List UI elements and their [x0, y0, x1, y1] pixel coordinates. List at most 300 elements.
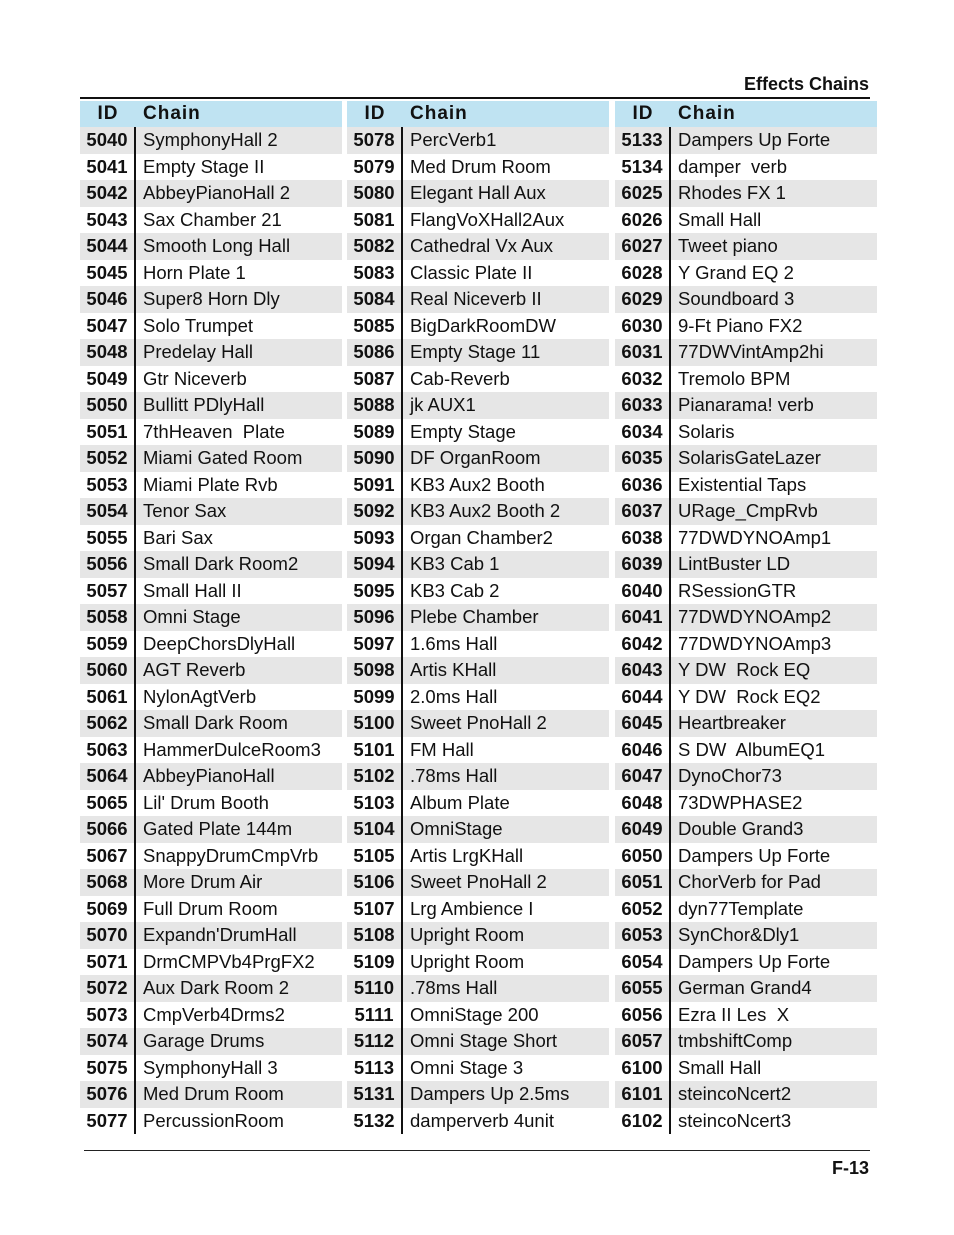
table-row: [615, 737, 877, 764]
chains-table-3: [615, 101, 877, 1134]
chain-id: 5061: [80, 684, 136, 711]
table-row: [347, 763, 609, 790]
chain-id: 6026: [615, 207, 671, 234]
table-row: [615, 657, 877, 684]
chains-table-1: [80, 101, 342, 1134]
table-row: [615, 790, 877, 817]
table-row: [615, 207, 877, 234]
chain-name: Double Grand3: [678, 818, 804, 840]
chain-id: 5050: [80, 392, 136, 419]
table-row: [347, 127, 609, 154]
chain-id: 5081: [347, 207, 403, 234]
table-row: [80, 631, 342, 658]
table-row: [80, 896, 342, 923]
chain-id: 5091: [347, 472, 403, 499]
chain-name: Organ Chamber2: [410, 526, 553, 548]
chain-name: Miami Plate Rvb: [143, 473, 278, 495]
chain-id: 5112: [347, 1028, 403, 1055]
table-row: [347, 975, 609, 1002]
chain-name: 77DWVintAmp2hi: [678, 341, 824, 363]
table-row: [615, 684, 877, 711]
chain-name: Small Hall: [678, 1056, 762, 1078]
chain-name: Solaris: [678, 420, 735, 442]
chain-name: steincoNcert3: [678, 1109, 792, 1131]
chain-name: Small Dark Room: [143, 712, 288, 734]
chain-id: 6029: [615, 286, 671, 313]
table-row: [80, 790, 342, 817]
table-row: [80, 763, 342, 790]
chain-name: Empty Stage: [410, 420, 516, 442]
chain-name: Artis LrgKHall: [410, 844, 524, 866]
chain-name: Dampers Up 2.5ms: [410, 1083, 570, 1105]
table-row: [347, 180, 609, 207]
chain-name: KB3 Aux2 Booth 2: [410, 500, 561, 522]
chain-id: 6033: [615, 392, 671, 419]
chain-name: Omni Stage Short: [410, 1030, 558, 1052]
chain-id: 6032: [615, 366, 671, 393]
chain-name: LintBuster LD: [678, 553, 791, 575]
chain-id: 5102: [347, 763, 403, 790]
chain-id: 5096: [347, 604, 403, 631]
chain-name: KB3 Aux2 Booth: [410, 473, 545, 495]
chain-name: jk AUX1: [410, 394, 476, 416]
chain-id: 5059: [80, 631, 136, 658]
chain-name: KB3 Cab 1: [410, 553, 500, 575]
chain-id: 5085: [347, 313, 403, 340]
chain-name: 77DWDYNOAmp3: [678, 632, 832, 654]
chain-id: 5107: [347, 896, 403, 923]
chain-id: 6045: [615, 710, 671, 737]
chain-id: 5134: [615, 154, 671, 181]
table-row: [347, 1055, 609, 1082]
table-row: [615, 1081, 877, 1108]
chain-id: 5087: [347, 366, 403, 393]
chain-name: Bari Sax: [143, 526, 213, 548]
table-row: [347, 631, 609, 658]
chain-id: 5133: [615, 127, 671, 154]
chain-name: Y DW Rock EQ2: [678, 685, 821, 707]
table-row: [615, 551, 877, 578]
chain-name: Med Drum Room: [143, 1083, 284, 1105]
chain-column-header: Chain: [410, 103, 468, 124]
page-number: F-13: [831, 1158, 869, 1178]
chain-name: PercussionRoom: [143, 1109, 284, 1131]
table-row: [347, 737, 609, 764]
chain-name: Miami Gated Room: [143, 447, 303, 469]
chain-name: Omni Stage 3: [410, 1056, 524, 1078]
chain-name: Tremolo BPM: [678, 367, 791, 389]
chain-id: 6040: [615, 578, 671, 605]
chain-name: Y DW Rock EQ: [678, 659, 811, 681]
chain-name: BigDarkRoomDW: [410, 314, 556, 336]
chain-name: Lil' Drum Booth: [143, 791, 269, 813]
chain-name: SymphonyHall 3: [143, 1056, 278, 1078]
table-row: [615, 975, 877, 1002]
table-row: [347, 286, 609, 313]
chain-id: 6052: [615, 896, 671, 923]
table-row: [615, 896, 877, 923]
table-header: [615, 101, 877, 127]
table-row: [615, 578, 877, 605]
chain-name: Album Plate: [410, 791, 510, 813]
chain-name: Gtr Niceverb: [143, 367, 247, 389]
chain-name: 9-Ft Piano FX2: [678, 314, 803, 336]
chain-name: Dampers Up Forte: [678, 844, 831, 866]
chain-id: 5074: [80, 1028, 136, 1055]
table-row: [80, 551, 342, 578]
table-row: [80, 392, 342, 419]
table-row: [615, 445, 877, 472]
chain-name: tmbshiftComp: [678, 1030, 793, 1052]
chain-id: 6050: [615, 843, 671, 870]
chain-name: HammerDulceRoom3: [143, 738, 321, 760]
table-row: [615, 1108, 877, 1135]
table-row: [80, 419, 342, 446]
chain-id: 5046: [80, 286, 136, 313]
chain-id: 5058: [80, 604, 136, 631]
table-row: [347, 1081, 609, 1108]
chain-id: 5132: [347, 1108, 403, 1135]
chain-id: 5108: [347, 922, 403, 949]
chain-name: PercVerb1: [410, 129, 497, 151]
table-row: [80, 604, 342, 631]
chain-id: 5092: [347, 498, 403, 525]
chain-id: 6048: [615, 790, 671, 817]
table-row: [615, 631, 877, 658]
table-row: [615, 127, 877, 154]
chain-name: German Grand4: [678, 977, 812, 999]
chain-name: Upright Room: [410, 924, 525, 946]
chain-id: 5086: [347, 339, 403, 366]
table-header: [80, 101, 342, 127]
chain-id: 5071: [80, 949, 136, 976]
table-row: [615, 339, 877, 366]
chain-id: 5060: [80, 657, 136, 684]
chain-id: 5048: [80, 339, 136, 366]
chain-name: Plebe Chamber: [410, 606, 539, 628]
chain-name: Small Hall II: [143, 579, 242, 601]
table-row: [347, 419, 609, 446]
table-row: [347, 922, 609, 949]
table-row: [347, 604, 609, 631]
chain-id: 5073: [80, 1002, 136, 1029]
table-row: [80, 207, 342, 234]
chain-id: 6046: [615, 737, 671, 764]
chain-id: 5077: [80, 1108, 136, 1135]
chain-id: 5098: [347, 657, 403, 684]
chain-name: FlangVoXHall2Aux: [410, 208, 565, 230]
chain-name: Solo Trumpet: [143, 314, 254, 336]
section-title: Effects Chains: [743, 74, 869, 94]
chain-id: 6051: [615, 869, 671, 896]
table-row: [615, 313, 877, 340]
chain-id: 6030: [615, 313, 671, 340]
chain-name: Small Dark Room2: [143, 553, 299, 575]
chain-id: 5095: [347, 578, 403, 605]
chain-name: Empty Stage 11: [410, 341, 541, 363]
chain-id: 6043: [615, 657, 671, 684]
chain-name: More Drum Air: [143, 871, 263, 893]
table-row: [347, 207, 609, 234]
chain-name: OmniStage 200: [410, 1003, 539, 1025]
chain-id: 5043: [80, 207, 136, 234]
id-column-header: ID: [632, 103, 654, 124]
chain-id: 5084: [347, 286, 403, 313]
chain-id: 6056: [615, 1002, 671, 1029]
chain-id: 5069: [80, 896, 136, 923]
table-row: [347, 896, 609, 923]
chain-name: Omni Stage: [143, 606, 241, 628]
chain-id: 6034: [615, 419, 671, 446]
table-row: [80, 154, 342, 181]
table-row: [347, 657, 609, 684]
chain-id: 6037: [615, 498, 671, 525]
table-row: [347, 684, 609, 711]
table-row: [615, 949, 877, 976]
chain-id: 5075: [80, 1055, 136, 1082]
table-row: [80, 949, 342, 976]
chain-name: Bullitt PDlyHall: [143, 394, 265, 416]
chain-id: 6039: [615, 551, 671, 578]
chain-name: Pianarama! verb: [678, 394, 814, 416]
chain-name: KB3 Cab 2: [410, 579, 500, 601]
chain-id: 5067: [80, 843, 136, 870]
chain-name: Ezra II Les X: [678, 1003, 790, 1025]
chain-name: damperverb 4unit: [410, 1109, 554, 1131]
table-row: [80, 578, 342, 605]
table-row: [615, 816, 877, 843]
table-body: [615, 127, 877, 1134]
chain-id: 5070: [80, 922, 136, 949]
id-column-header: ID: [97, 103, 119, 124]
chain-id: 5056: [80, 551, 136, 578]
table-row: [615, 1028, 877, 1055]
table-body: [80, 127, 342, 1134]
table-row: [347, 1108, 609, 1135]
chain-id: 5101: [347, 737, 403, 764]
chain-name: Med Drum Room: [410, 155, 551, 177]
table-row: [80, 922, 342, 949]
chain-name: URage_CmpRvb: [678, 500, 818, 522]
chain-name: 77DWDYNOAmp2: [678, 606, 832, 628]
table-row: [615, 710, 877, 737]
chain-id: 5080: [347, 180, 403, 207]
top-rule: [80, 97, 870, 99]
chain-id: 5047: [80, 313, 136, 340]
chain-name: NylonAgtVerb: [143, 685, 257, 707]
table-row: [347, 233, 609, 260]
chain-id: 5072: [80, 975, 136, 1002]
chain-name: Existential Taps: [678, 473, 807, 495]
chain-name: Artis KHall: [410, 659, 497, 681]
table-row: [347, 260, 609, 287]
chain-id: 6044: [615, 684, 671, 711]
chain-id: 5104: [347, 816, 403, 843]
chain-name: Gated Plate 144m: [143, 818, 293, 840]
chain-id: 5044: [80, 233, 136, 260]
chain-name: 77DWDYNOAmp1: [678, 526, 832, 548]
chain-name: Upright Room: [410, 950, 525, 972]
chain-id: 5111: [347, 1002, 403, 1029]
chain-name: CmpVerb4Drms2: [143, 1003, 285, 1025]
chain-id: 5041: [80, 154, 136, 181]
table-row: [347, 843, 609, 870]
chain-id: 6100: [615, 1055, 671, 1082]
table-row: [347, 710, 609, 737]
table-row: [80, 975, 342, 1002]
chains-table-2: [347, 101, 609, 1134]
table-row: [615, 604, 877, 631]
chain-id: 6042: [615, 631, 671, 658]
chain-id: 6025: [615, 180, 671, 207]
table-row: [80, 1108, 342, 1135]
chain-name: Smooth Long Hall: [143, 235, 291, 257]
chain-id: 5113: [347, 1055, 403, 1082]
chain-id: 6054: [615, 949, 671, 976]
table-row: [347, 339, 609, 366]
chain-name: 73DWPHASE2: [678, 791, 803, 813]
chain-name: steincoNcert2: [678, 1083, 792, 1105]
table-row: [615, 180, 877, 207]
chain-id: 6041: [615, 604, 671, 631]
table-row: [80, 1081, 342, 1108]
table-row: [80, 684, 342, 711]
chain-id: 5062: [80, 710, 136, 737]
chain-name: Full Drum Room: [143, 897, 278, 919]
chain-id: 6028: [615, 260, 671, 287]
chain-name: ChorVerb for Pad: [678, 871, 821, 893]
chain-name: SolarisGateLazer: [678, 447, 821, 469]
chain-id: 5063: [80, 737, 136, 764]
chain-name: Dampers Up Forte: [678, 950, 831, 972]
table-row: [347, 1002, 609, 1029]
chain-name: Sweet PnoHall 2: [410, 712, 547, 734]
table-header: [347, 101, 609, 127]
chain-id: 5040: [80, 127, 136, 154]
chain-id: 5042: [80, 180, 136, 207]
table-row: [615, 922, 877, 949]
chain-name: 7thHeaven Plate: [143, 420, 285, 442]
table-row: [347, 551, 609, 578]
chain-name: DeepChorsDlyHall: [143, 632, 296, 654]
chain-id: 6053: [615, 922, 671, 949]
chain-name: AbbeyPianoHall 2: [143, 182, 291, 204]
chain-id: 5066: [80, 816, 136, 843]
table-row: [347, 366, 609, 393]
chain-id: 5052: [80, 445, 136, 472]
table-row: [80, 180, 342, 207]
table-row: [615, 392, 877, 419]
chain-id: 6101: [615, 1081, 671, 1108]
table-body: [347, 127, 609, 1134]
chain-name: Cab-Reverb: [410, 367, 510, 389]
table-row: [80, 498, 342, 525]
chain-name: SynChor&Dly1: [678, 924, 800, 946]
chain-id: 6031: [615, 339, 671, 366]
table-row: [615, 1055, 877, 1082]
chain-name: .78ms Hall: [410, 977, 498, 999]
table-row: [80, 339, 342, 366]
chain-id: 5064: [80, 763, 136, 790]
table-row: [347, 472, 609, 499]
table-row: [615, 260, 877, 287]
table-row: [80, 472, 342, 499]
chain-name: AbbeyPianoHall: [143, 765, 275, 787]
table-row: [347, 154, 609, 181]
chain-id: 5055: [80, 525, 136, 552]
id-column-header: ID: [364, 103, 386, 124]
table-row: [80, 260, 342, 287]
chain-name: Tenor Sax: [143, 500, 227, 522]
chain-name: Sax Chamber 21: [143, 208, 282, 230]
chain-name: DrmCMPVb4PrgFX2: [143, 950, 315, 972]
chain-column-header: Chain: [678, 103, 736, 124]
chain-name: Real Niceverb II: [410, 288, 542, 310]
chain-name: Lrg Ambience I: [410, 897, 534, 919]
chain-name: DynoChor73: [678, 765, 782, 787]
chain-id: 6038: [615, 525, 671, 552]
chain-id: 5094: [347, 551, 403, 578]
table-row: [80, 710, 342, 737]
table-row: [347, 949, 609, 976]
chain-id: 5099: [347, 684, 403, 711]
chain-name: Empty Stage II: [143, 155, 265, 177]
table-row: [615, 154, 877, 181]
chain-name: S DW AlbumEQ1: [678, 738, 826, 760]
table-row: [80, 233, 342, 260]
chain-id: 5105: [347, 843, 403, 870]
table-row: [615, 1002, 877, 1029]
chain-id: 5088: [347, 392, 403, 419]
table-row: [347, 525, 609, 552]
chain-name: Predelay Hall: [143, 341, 254, 363]
chain-id: 6055: [615, 975, 671, 1002]
chain-name: Garage Drums: [143, 1030, 265, 1052]
chain-id: 5131: [347, 1081, 403, 1108]
chain-id: 5068: [80, 869, 136, 896]
table-row: [80, 525, 342, 552]
table-row: [347, 816, 609, 843]
chain-name: DF OrganRoom: [410, 447, 541, 469]
table-row: [80, 843, 342, 870]
chain-id: 5083: [347, 260, 403, 287]
chain-id: 6035: [615, 445, 671, 472]
chain-id: 5078: [347, 127, 403, 154]
table-row: [347, 498, 609, 525]
chain-id: 6036: [615, 472, 671, 499]
chain-id: 5057: [80, 578, 136, 605]
chain-name: Heartbreaker: [678, 712, 786, 734]
table-row: [615, 869, 877, 896]
table-row: [347, 578, 609, 605]
chain-id: 5106: [347, 869, 403, 896]
table-row: [80, 1055, 342, 1082]
table-row: [347, 790, 609, 817]
table-row: [615, 843, 877, 870]
chain-name: Rhodes FX 1: [678, 182, 786, 204]
chain-id: 6057: [615, 1028, 671, 1055]
chain-id: 5089: [347, 419, 403, 446]
chain-id: 6102: [615, 1108, 671, 1135]
table-row: [80, 737, 342, 764]
chain-id: 5065: [80, 790, 136, 817]
chain-name: Classic Plate II: [410, 261, 533, 283]
table-row: [347, 313, 609, 340]
chain-column-header: Chain: [143, 103, 201, 124]
table-row: [80, 816, 342, 843]
chain-id: 5093: [347, 525, 403, 552]
chain-name: Super8 Horn Dly: [143, 288, 280, 310]
